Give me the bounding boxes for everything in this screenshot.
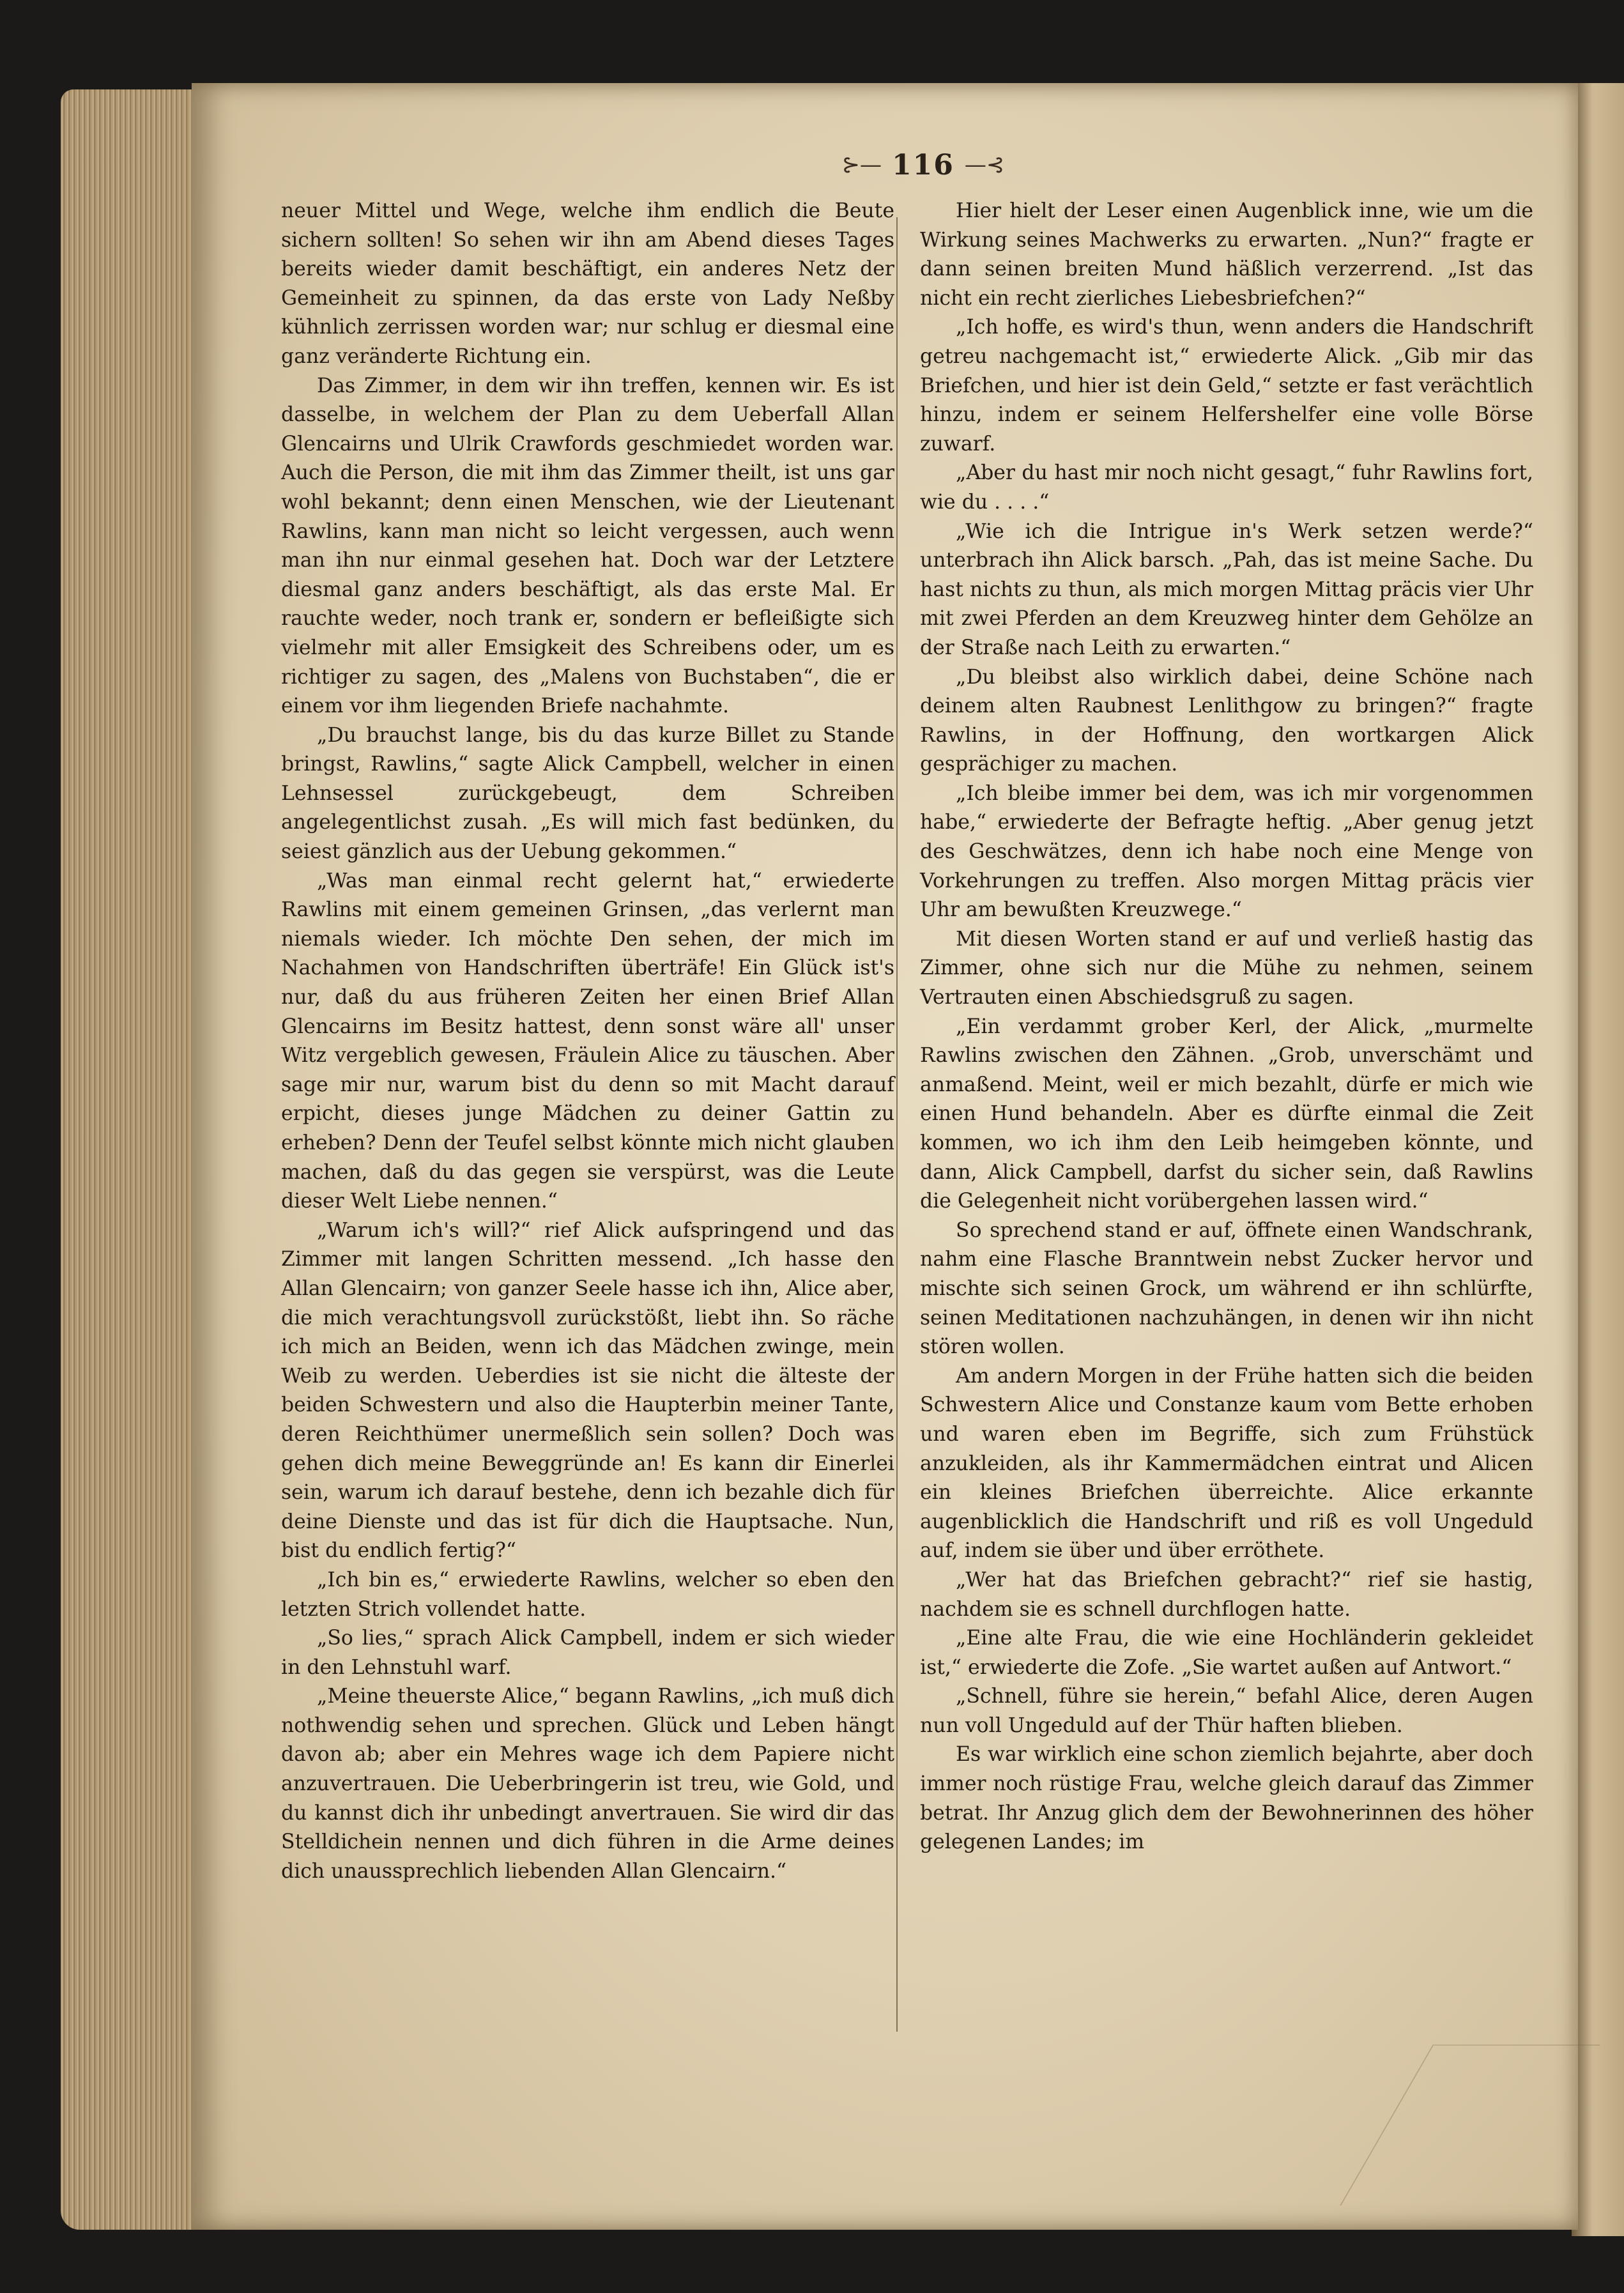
paragraph: Am andern Morgen in der Frühe hatten sich die beiden Schwestern Alice und Constanze kaum vom Bette erhoben und waren eben im Begriffe, sich zum Frühstück anzukleiden, als ihr Kammermädchen eintrat und Alicen ein kleines Briefchen überreichte. Alice erkannte augenblicklich die Handschrift und riß es voll Ungeduld auf, indem sie über und über erröthete.	[920, 1364, 1533, 1563]
paragraph: „Ich bin es,“ erwiederte Rawlins, welcher so eben den letzten Strich vollendet hatte.	[281, 1568, 894, 1621]
paragraph: „Warum ich's will?“ rief Alick aufspringend und das Zimmer mit langen Schritten messend. „Ich hasse den Allan Glencairn; von ganzer Seele hasse ich ihn, Alice aber, die mich verachtungsvoll zurückstößt, liebt ihn. So räche ich mich an Beiden, wenn ich das Mädchen zwinge, mein Weib zu werden. Ueberdies ist sie nicht die älteste der beiden Schwestern und also die Haupterbin meiner Tante, deren Reichthümer unermeßlich sein sollen? Doch was gehen dich meine Beweggründe an! Es kann dir Einerlei sein, warum ich darauf bestehe, denn ich bezahle dich für deine Dienste und das ist für dich die Hauptsache. Nun, bist du endlich fertig?“	[281, 1218, 894, 1563]
paragraph: Hier hielt der Leser einen Augenblick inne, wie um die Wirkung seines Machwerks zu erwarten. „Nun?“ fragte er dann seinen breiten Mund häßlich verzerrend. „Ist das nicht ein recht zierliches Liebesbriefchen?“	[920, 199, 1533, 310]
paragraph: Es war wirklich eine schon ziemlich bejahrte, aber doch immer noch rüstige Frau, welche gleich darauf das Zimmer betrat. Ihr Anzug glich dem der Bewohnerinnen des höher gelegenen Landes; im	[920, 1743, 1533, 1854]
paragraph: „Schnell, führe sie herein,“ befahl Alice, deren Augen nun voll Ungeduld auf der Thür haften blieben.	[920, 1685, 1533, 1737]
text-column-right	[920, 197, 1533, 1857]
page-number-header	[818, 146, 1029, 184]
paragraph: „Meine theuerste Alice,“ begann Rawlins, „ich muß dich nothwendig sehen und sprechen. Glück und Leben hängt davon ab; aber ein Mehres wage ich dem Papiere nicht anzuvertrauen. Die Ueberbringerin ist treu, wie Gold, und du kannst dich ihr unbedingt anvertrauen. Sie wird dir das Stelldichein nennen und dich führen in die Arme deines dich unaussprechlich liebenden Allan Glencairn.“	[281, 1685, 894, 1883]
paragraph: „Du bleibst also wirklich dabei, deine Schöne nach deinem alten Raubnest Lenlithgow zu bringen?“ fragte Rawlins, in der Hoffnung, den wortkargen Alick gesprächiger zu machen.	[920, 665, 1533, 776]
paragraph: „Du brauchst lange, bis du das kurze Billet zu Stande bringst, Rawlins,“ sagte Alick Campbell, welcher in einen Lehnsessel zurückgebeugt, dem Schreiben angelegentlichst zusah. „Es will mich fast bedünken, du seiest gänzlich aus der Uebung gekommen.“	[281, 723, 894, 864]
text-column-left	[281, 197, 894, 1886]
book-page-edges	[61, 89, 208, 2230]
paragraph: „Eine alte Frau, die wie eine Hochländerin gekleidet ist,“ erwiederte die Zofe. „Sie wartet außen auf Antwort.“	[920, 1627, 1533, 1679]
paragraph: „Ich bleibe immer bei dem, was ich mir vorgenommen habe,“ erwiederte der Befragte heftig. „Aber genug jetzt des Geschwätzes, denn ich habe noch eine Menge von Vorkehrungen zu treffen. Also morgen Mittag präcis vier Uhr am bewußten Kreuzwege.“	[920, 781, 1533, 922]
paragraph: Das Zimmer, in dem wir ihn treffen, kennen wir. Es ist dasselbe, in welchem der Plan zu dem Ueberfall Allan Glencairns und Ulrik Crawfords geschmiedet worden war. Auch die Person, die mit ihm das Zimmer theilt, ist uns gar wohl bekannt; denn einen Menschen, wie der Lieutenant Rawlins, kann man nicht so leicht vergessen, auch wenn man ihn nur einmal gesehen hat. Doch war der Letztere diesmal ganz anders beschäftigt, als das erste Mal. Er rauchte weder, noch trank er, sondern er befleißigte sich vielmehr mit aller Emsigkeit des Schreibens oder, um es richtiger zu sagen, des „Malens von Buchstaben“, die er einem vor ihm liegenden Briefe nachahmte.	[281, 374, 894, 718]
paragraph: Mit diesen Worten stand er auf und verließ hastig das Zimmer, ohne sich nur die Mühe zu nehmen, seinem Vertrauten einen Abschiedsgruß zu sagen.	[920, 927, 1533, 1009]
paragraph: „Wie ich die Intrigue in's Werk setzen werde?“ unterbrach ihn Alick barsch. „Pah, das ist meine Sache. Du hast nichts zu thun, als mich morgen Mittag präcis vier Uhr mit zwei Pferden an dem Kreuzweg hinter dem Gehölze an der Straße nach Leith zu erwarten.“	[920, 519, 1533, 659]
ornament-left-icon: ⊱—	[841, 152, 882, 178]
paragraph: So sprechend stand er auf, öffnete einen Wandschrank, nahm eine Flasche Branntwein nebst Zucker hervor und mischte sich seinen Grock, um während er ihn schlürfte, seinen Meditationen nachzuhängen, in denen wir ihn nicht stören wollen.	[920, 1218, 1533, 1359]
paragraph: „Ein verdammt grober Kerl, der Alick, „murmelte Rawlins zwischen den Zähnen. „Grob, unverschämt und anmaßend. Meint, weil er mich bezahlt, dürfe er mich wie einen Hund behandeln. Aber es dürfte einmal die Zeit kommen, wo ich ihm den Leib heimgeben könnte, und dann, Alick Campbell, darfst du sicher sein, daß Rawlins die Gelegenheit nicht vorübergehen lassen wird.“	[920, 1015, 1533, 1213]
paragraph: „Ich hoffe, es wird's thun, wenn anders die Handschrift getreu nachgemacht ist,“ erwiederte Alick. „Gib mir das Briefchen, und hier ist dein Geld,“ setzte er fast verächtlich hinzu, indem er seinem Helfershelfer eine volle Börse zuwarf.	[920, 316, 1533, 456]
column-divider	[896, 217, 898, 2032]
paragraph: „Aber du hast mir noch nicht gesagt,“ fuhr Rawlins fort, wie du . . . .“	[920, 461, 1533, 514]
paragraph: „So lies,“ sprach Alick Campbell, indem er sich wieder in den Lehnstuhl warf.	[281, 1627, 894, 1679]
paragraph: neuer Mittel und Wege, welche ihm endlich die Beute sichern sollten! So sehen wir ihn am Abend dieses Tages bereits wieder damit beschäftigt, ein anderes Netz der Gemeinheit zu spinnen, da das erste von Lady Neßby kühnlich zerrissen worden war; nur schlug er diesmal eine ganz veränderte Richtung ein.	[281, 199, 894, 368]
paragraph: „Was man einmal recht gelernt hat,“ erwiederte Rawlins mit einem gemeinen Grinsen, „das verlernt man niemals wieder. Ich möchte Den sehen, der mich im Nachahmen von Handschriften überträfe! Ein Glück ist's nur, daß du aus früheren Zeiten her einen Brief Allan Glencairns im Besitz hattest, denn sonst wäre all' unser Witz vergeblich gewesen, Fräulein Alice zu täuschen. Aber sage mir nur, warum bist du denn so mit Macht darauf erpicht, dieses junge Mädchen zu deiner Gattin zu erheben? Denn der Teufel selbst könnte mich nicht glauben machen, daß du das gegen sie verspürst, was die Leute dieser Welt Liebe nennen.“	[281, 869, 894, 1213]
facing-page-edge	[1572, 83, 1624, 2236]
page-number: 116	[892, 148, 954, 181]
paragraph: „Wer hat das Briefchen gebracht?“ rief sie hastig, nachdem sie es schnell durchflogen hatte.	[920, 1568, 1533, 1621]
ornament-right-icon: —⊰	[964, 152, 1005, 178]
